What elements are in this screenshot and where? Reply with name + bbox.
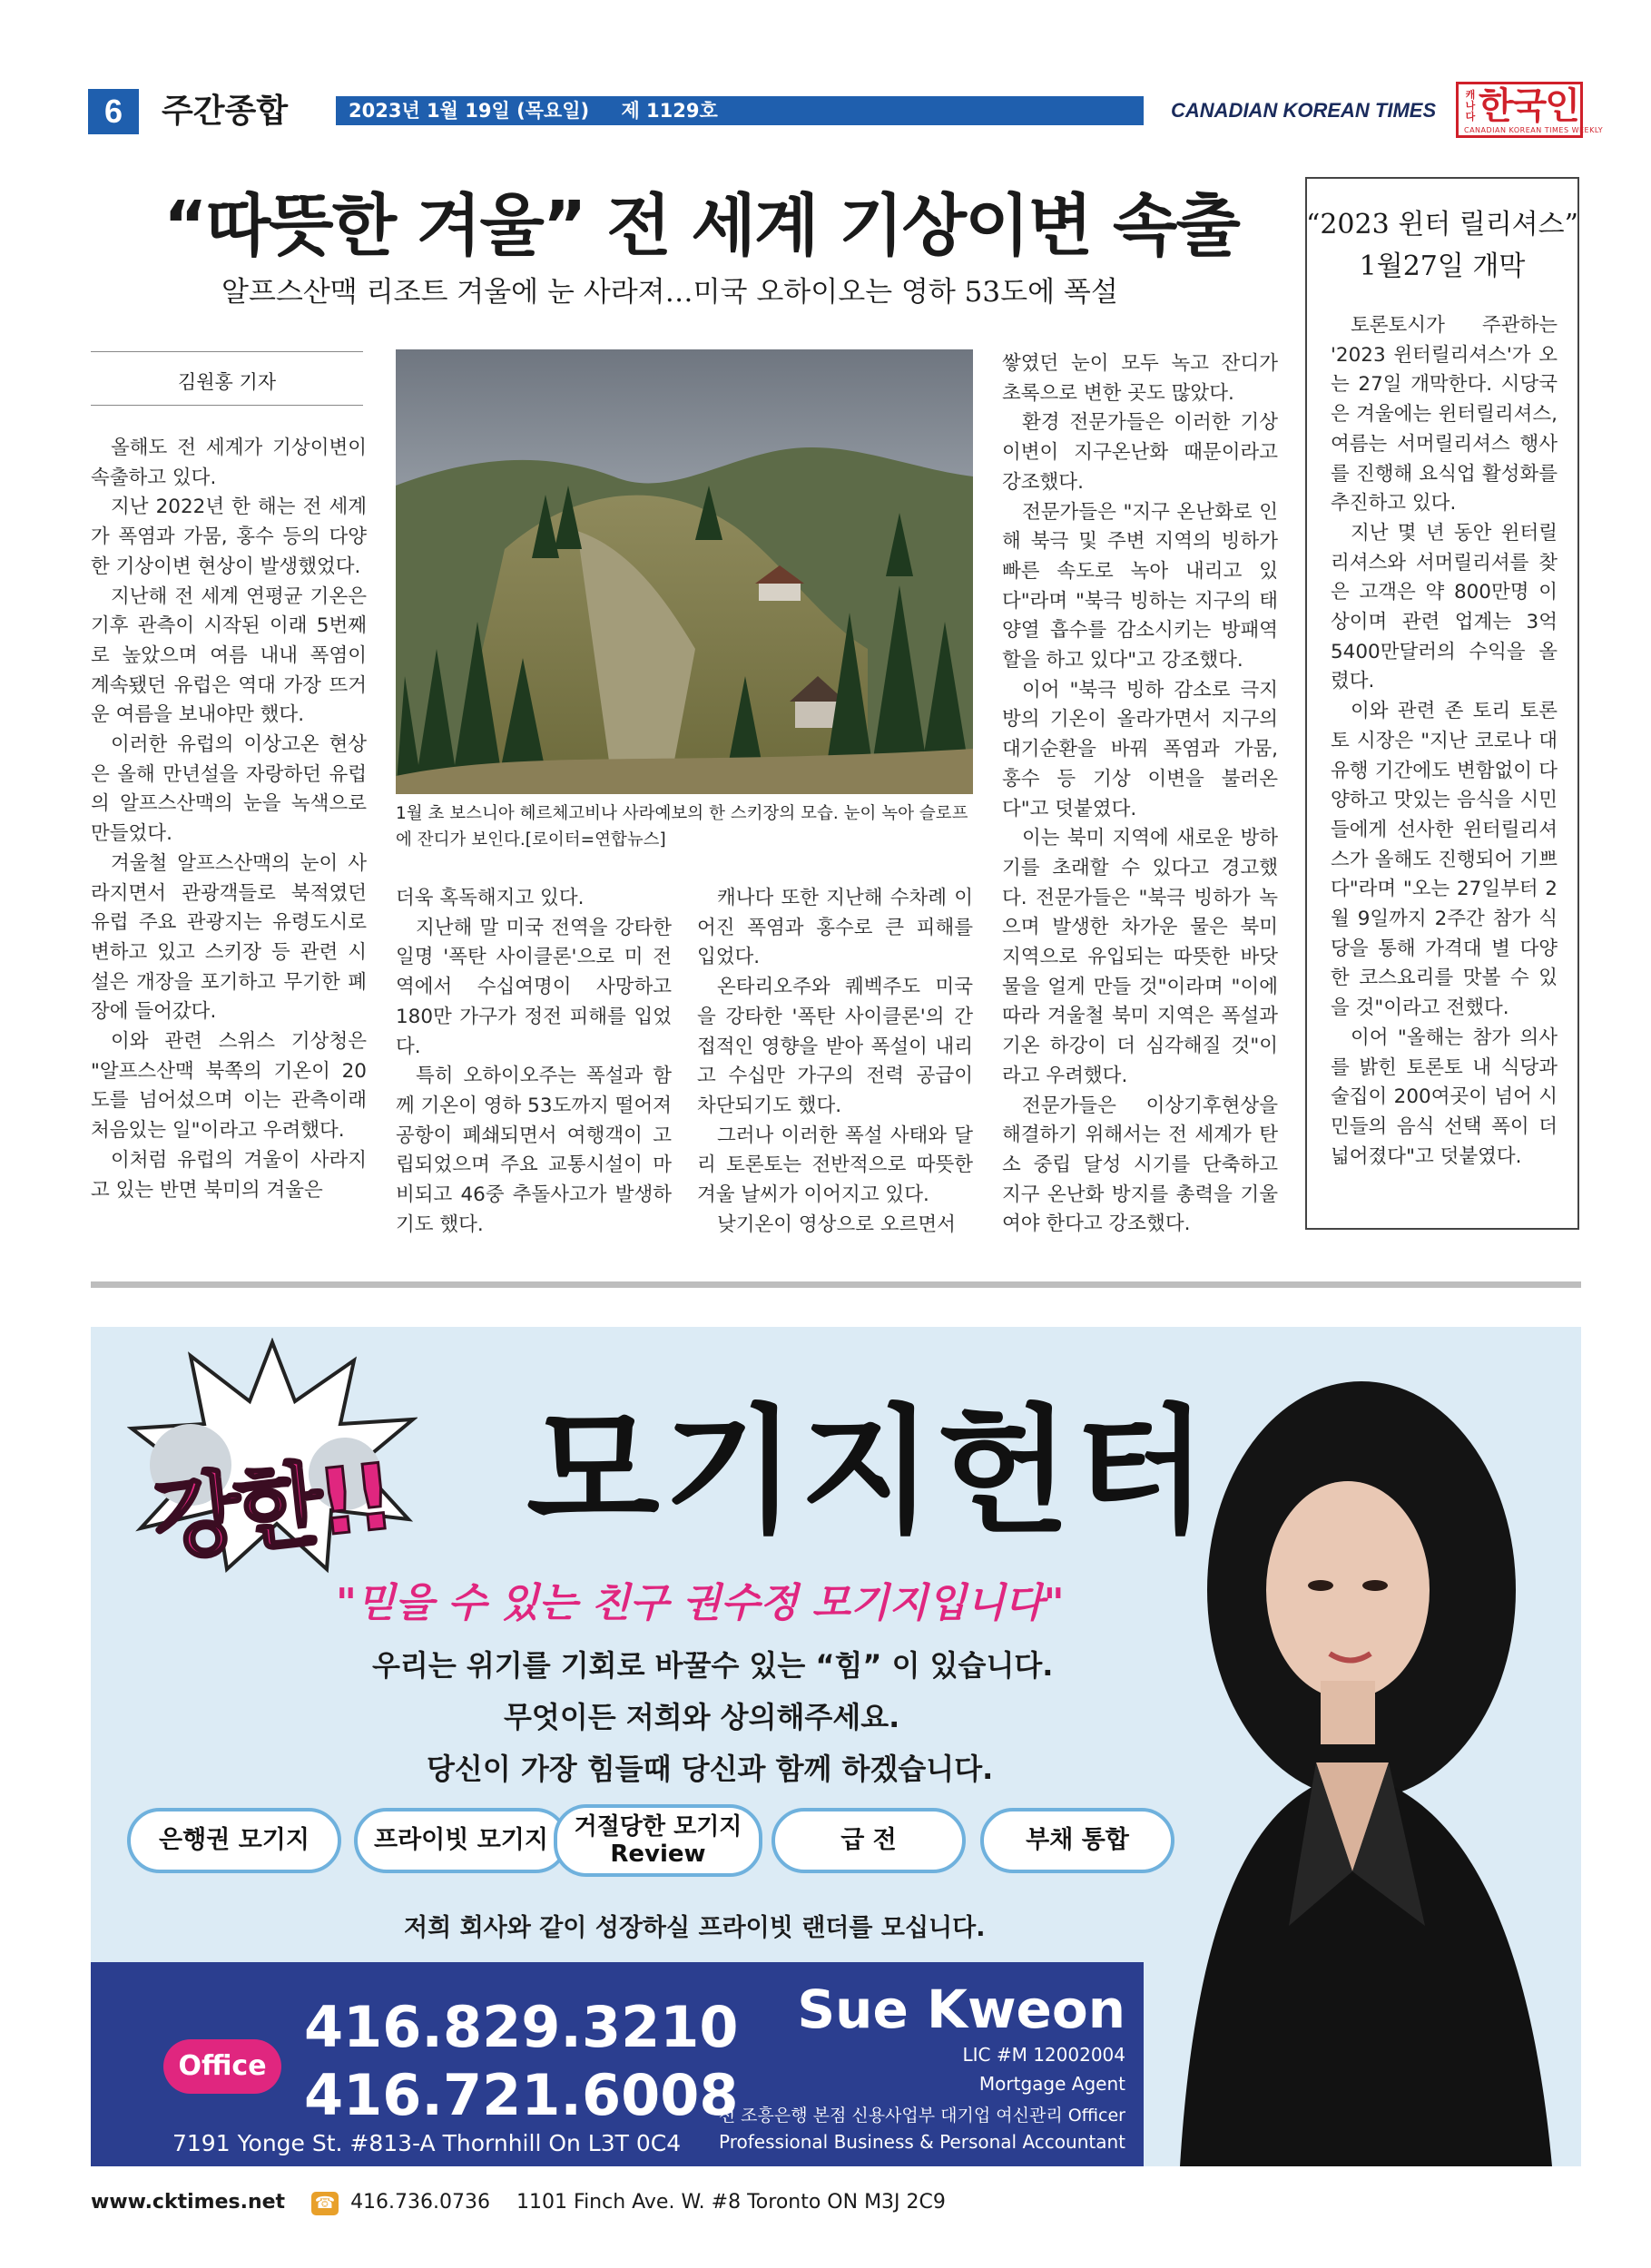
paragraph: 낮기온이 영상으로 오르면서	[717, 1213, 956, 1236]
article-column-2	[396, 884, 672, 1240]
byline-rule-top	[91, 351, 363, 352]
paragraph: 이와 관련 스위스 기상청은 "알프스산맥 북쪽의 기온이 20도를 넘어섰으며 이는 관측이래 처음있는 일"이라고 우려했다.	[91, 1030, 367, 1143]
footer-address: 1101 Finch Ave. W. #8 Toronto ON M3J 2C9	[516, 2191, 946, 2214]
byline: 김원홍 기자	[177, 371, 277, 393]
paragraph: 전문가들은 이상기후현상을 해결하기 위해서는 전 세계가 탄소 중립 달성 시기를 단축하고 지구 온난화 방지를 총력을 기울여야 한다고 강조했다.	[1002, 1094, 1278, 1236]
article-subheadline: 알프스산맥 리조트 겨울에 눈 사라져…미국 오하이오는 영하 53도에 폭설	[221, 276, 1118, 309]
photo-illustration	[396, 349, 973, 794]
byline-rule-bottom	[91, 405, 363, 406]
issue-date: 2023년 1월 19일 (목요일)	[349, 100, 590, 122]
phone-secondary: 416.721.6008	[304, 2062, 739, 2128]
page-footer	[91, 2180, 1579, 2225]
paragraph: 환경 전문가들은 이러한 기상이변이 지구온난화 때문이라고 강조했다.	[1002, 411, 1278, 494]
paragraph: 토론토시가 주관하는 '2023 윈터릴리셔스'가 오는 27일 개막한다. 시당국은 겨울에는 윈터릴리셔스, 여름는 서머릴리셔스 행사를 진행해 요식업 활성화를 추진하고 있다.	[1331, 314, 1558, 515]
paragraph: 겨울철 알프스산맥의 눈이 사라지면서 관광객들로 북적였던 유럽 주요 관광지는 유령도시로 변하고 있고 스키장 등 관련 시설은 개장을 포기하고 무기한 폐장에 들어갔다.	[91, 851, 367, 1024]
paragraph: 이처럼 유럽의 겨울이 사라지고 있는 반면 북미의 겨울은	[91, 1148, 367, 1202]
paragraph: 지난 몇 년 동안 윈터릴리셔스와 서머릴리셔를 찾은 고객은 약 800만명 이상이며 관련 업계는 3억 5400만달러의 수익을 올렸다.	[1331, 521, 1558, 693]
agent-portrait	[1125, 1363, 1581, 2166]
sidebar-title	[1305, 204, 1579, 288]
paragraph: 캐나다 또한 지난해 수차례 이어진 폭염과 홍수로 큰 피해를 입었다.	[697, 887, 973, 969]
paragraph: 올해도 전 세계가 기상이변이 속출하고 있다.	[91, 437, 367, 489]
ad-title: 모기지헌터	[526, 1391, 1212, 1552]
footer-website[interactable]: www.cktimes.net	[91, 2191, 286, 2214]
photo-caption: 1월 초 보스니아 헤르체고비나 사라예보의 한 스키장의 모습. 눈이 녹아 슬로프에 잔디가 보인다.[로이터=연합뉴스]	[396, 804, 968, 849]
phone-primary: 416.829.3210	[304, 1994, 739, 2060]
paragraph: 특히 오하이오주는 폭설과 함께 기온이 영하 53도까지 떨어져 공항이 폐쇄되면서 여행객이 고립되었으며 주요 교통시설이 마비되고 46중 추돌사고가 발생하기도 했다.	[396, 1065, 672, 1236]
paragraph: 전문가들은 "지구 온난화로 인해 북극 및 주변 지역의 빙하가 빠른 속도로 녹아 내리고 있다"라며 "북극 빙하는 지구의 태양열 흡수를 감소시키는 방패역할을 하고 있다"고 강조했다.	[1002, 500, 1278, 673]
publication-name: CANADIAN KOREAN TIMES	[1171, 99, 1437, 122]
sidebar-title-line2: 1월27일 개막	[1359, 250, 1526, 282]
article-headline: “따뜻한 겨울” 전 세계 기상이변 속출	[163, 187, 1239, 265]
article-column-4	[1002, 349, 1278, 1240]
article-column-3	[697, 884, 973, 1240]
paragraph: 지난 2022년 한 해는 전 세계가 폭염과 가뭄, 홍수 등의 다양한 기상이변 현상이 발생했었다.	[91, 496, 367, 578]
paragraph: 이러한 유럽의 이상고온 현상은 올해 만년설을 자랑하던 유럽의 알프스산맥의 눈을 녹색으로 만들었다.	[91, 733, 367, 846]
ad-tagline: "믿을 수 있는 친구 권수정 모기지입니다"	[336, 1580, 1065, 1626]
logo-main-text: 한국인	[1479, 85, 1578, 127]
paragraph: 지난해 말 미국 전역을 강타한 일명 '폭탄 사이클론'으로 미 전역에서 수십여명이 사망하고 180만 가구가 정전 피해를 입었다.	[396, 916, 672, 1058]
phone-icon: ☎	[311, 2192, 339, 2215]
agent-role: Mortgage Agent	[978, 2073, 1125, 2095]
sidebar-body	[1331, 311, 1558, 1172]
section-title: 주간종합	[162, 93, 289, 130]
service-rejected-mortgage-review: 거절당한 모기지 Review	[554, 1804, 762, 1877]
ad-line-2: 무엇이든 저희와 상의해주세요.	[504, 1700, 900, 1734]
agent-name: Sue Kweon	[797, 1978, 1125, 2040]
agent-role-2: Professional Business & Personal Accountant	[719, 2131, 1125, 2153]
page-number: 6	[88, 89, 139, 134]
office-address: 7191 Yonge St. #813-A Thornhill On L3T 0C4	[172, 2130, 682, 2156]
article-column-1	[91, 434, 367, 1205]
paragraph: 이와 관련 존 토리 토론토 시장은 "지난 코로나 대유행 기간에도 변함없이 다양하고 맛있는 음식을 시민들에게 선사한 윈터릴리셔스가 올해도 진행되어 기쁘다"라며 "오는 27일부터 2월 9일까지 2주간 참가 식당을 통해 가격대 별 다양한 코스요리를 맛볼 수 있을 것"이라고 전했다.	[1331, 700, 1558, 1020]
ad-line-1: 우리는 위기를 기회로 바꿀수 있는 “힘” 이 있습니다.	[372, 1648, 1054, 1683]
service-bank-mortgage: 은행권 모기지	[127, 1808, 341, 1873]
date-bar	[336, 96, 1144, 125]
section-divider	[91, 1281, 1581, 1288]
ad-burst-text: 강한!!	[148, 1443, 395, 1575]
ad-recruit-text: 저희 회사와 같이 성장하실 프라이빗 랜더를 모십니다.	[404, 1914, 986, 1942]
paragraph: 지난해 전 세계 연평균 기온은 기후 관측이 시작된 이래 5번째로 높았으며 여름 내내 폭염이 계속됐던 유럽은 역대 가장 뜨거운 여름을 보내야만 했다.	[91, 584, 367, 727]
service-quick-loan: 급 전	[771, 1808, 966, 1873]
logo-small-text: 캐나다	[1465, 89, 1476, 123]
mortgage-advertisement	[91, 1327, 1581, 2166]
paragraph: 이는 북미 지역에 새로운 방하기를 초래할 수 있다고 경고했다. 전문가들은 "북극 빙하가 녹으며 발생한 차가운 물은 북미 지역으로 유입되는 따뜻한 바닷물을 얼게 만들 것"이라며 "이에 따라 겨울철 북미 지역은 폭설과 기온 하강이 더 심각해질 것"이라고 우려했다.	[1002, 827, 1278, 1087]
ad-line-3: 당신이 가장 힘들때 당신과 함께 하겠습니다.	[427, 1752, 994, 1786]
service-private-mortgage: 프라이빗 모기지	[354, 1808, 568, 1873]
paragraph: 쌓였던 눈이 모두 녹고 잔디가 초록으로 변한 곳도 많았다.	[1002, 352, 1278, 405]
paragraph: 이어 "북극 빙하 감소로 극지방의 기온이 올라가면서 지구의 대기순환을 바꿔 폭염과 가뭄, 홍수 등 기상 이변을 불러온다"고 덧붙였다.	[1002, 678, 1278, 820]
issue-number: 제 1129호	[621, 100, 718, 122]
paragraph: 그러나 이러한 폭설 사태와 달리 토론토는 전반적으로 따뜻한 겨울 날씨가 이어지고 있다.	[697, 1124, 973, 1207]
agent-former-position: 전 조흥은행 본점 신용사업부 대기업 여신관리 Officer	[718, 2106, 1125, 2126]
service-debt-consolidation: 부채 통합	[980, 1808, 1174, 1873]
newspaper-logo	[1456, 82, 1604, 138]
paragraph: 이어 "올해는 참가 의사를 밝힌 토론토 내 식당과 술집이 200여곳이 넘어 시민들의 음식 선택 폭이 더 넓어졌다"고 덧붙였다.	[1331, 1026, 1558, 1168]
logo-tagline: CANADIAN KOREAN TIMES WEEKLY	[1464, 126, 1604, 134]
paragraph: 온타리오주와 퀘벡주도 미국을 강타한 '폭탄 사이클론'의 간접적인 영향을 받아 폭설이 내리고 수십만 가구의 전력 공급이 차단되기도 했다.	[697, 976, 973, 1117]
agent-license: LIC #M 12002004	[962, 2044, 1125, 2066]
office-badge: Office	[163, 2039, 281, 2094]
paragraph: 더욱 혹독해지고 있다.	[396, 887, 585, 909]
footer-phone: 416.736.0736	[350, 2191, 491, 2214]
ski-resort-photo	[396, 349, 973, 794]
sidebar-title-line1: “2023 윈터 릴리셔스”	[1306, 209, 1578, 241]
